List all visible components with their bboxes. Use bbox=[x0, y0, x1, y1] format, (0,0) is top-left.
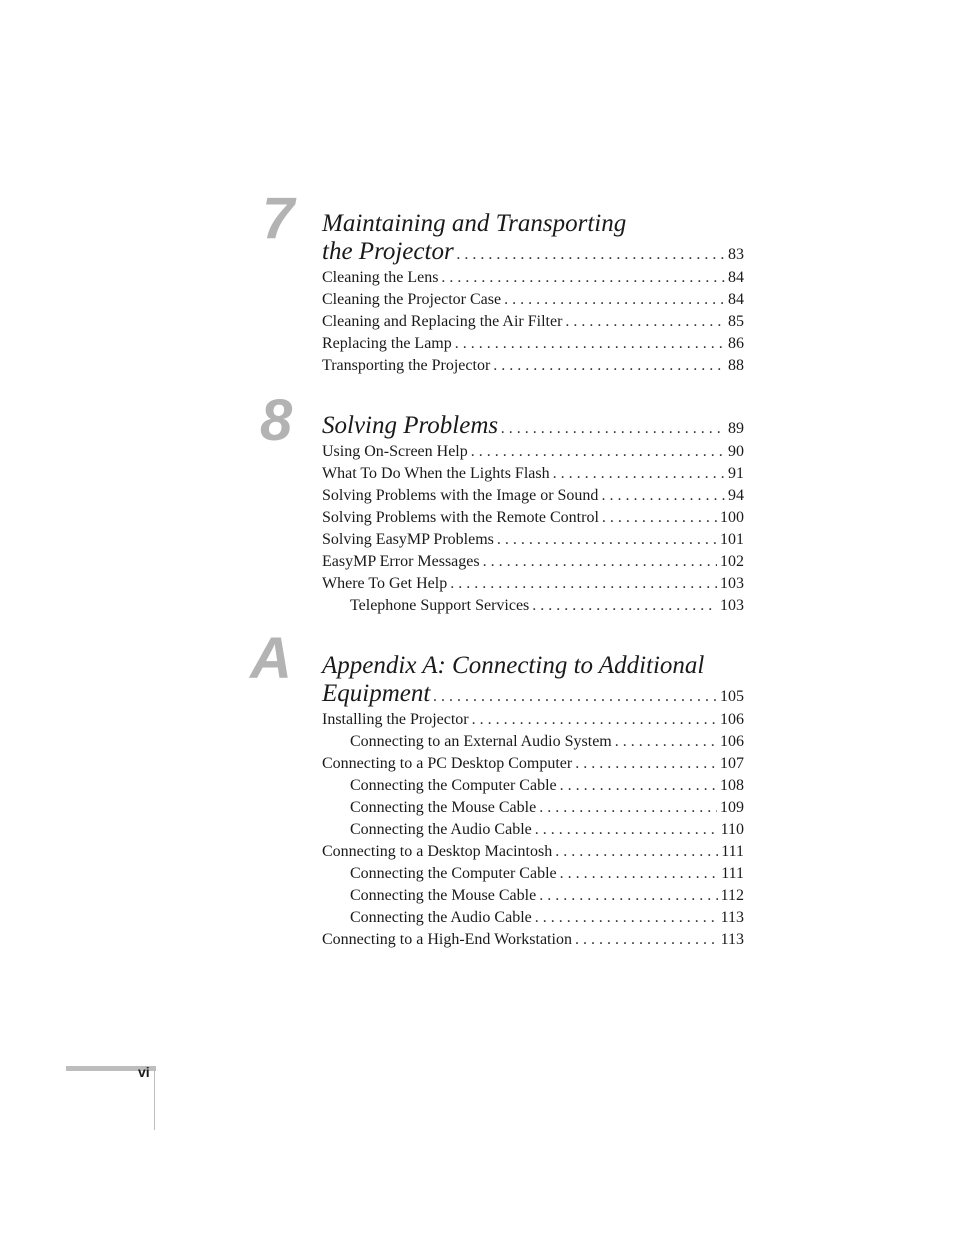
toc-entry[interactable] bbox=[322, 885, 744, 907]
leader-dots bbox=[602, 507, 717, 529]
toc-entry-title: Transporting the Projector bbox=[322, 357, 491, 374]
toc-entry-title: Connecting the Audio Cable bbox=[350, 821, 532, 838]
toc-entry-title: Using On-Screen Help bbox=[322, 443, 468, 460]
toc-entry[interactable] bbox=[322, 485, 744, 507]
toc-entry[interactable] bbox=[322, 753, 744, 775]
toc-entry[interactable] bbox=[322, 841, 744, 863]
toc-entry-page: 107 bbox=[720, 755, 744, 772]
chapter-title-line1: Appendix A: Connecting to Additional bbox=[322, 652, 705, 679]
toc-entry-title: EasyMP Error Messages bbox=[322, 553, 480, 570]
toc-entry[interactable] bbox=[322, 289, 744, 311]
leader-dots bbox=[539, 797, 717, 819]
toc-entry-title: Connecting the Computer Cable bbox=[350, 865, 557, 882]
leader-dots bbox=[493, 355, 725, 377]
toc-entry-page: 84 bbox=[728, 291, 744, 308]
toc-entry-title: Replacing the Lamp bbox=[322, 335, 452, 352]
leader-dots bbox=[560, 863, 719, 885]
leader-dots bbox=[575, 929, 718, 951]
toc-entry-title: Connecting to an External Audio System bbox=[350, 733, 612, 750]
chapter-page: 83 bbox=[728, 246, 744, 263]
toc-entry-title: Telephone Support Services bbox=[350, 597, 530, 614]
leader-dots bbox=[565, 311, 725, 333]
toc-entry-page: 88 bbox=[728, 357, 744, 374]
chapter-page: 89 bbox=[728, 420, 744, 437]
toc-entry-page: 109 bbox=[720, 799, 744, 816]
chapter-title-line2: the Projector bbox=[322, 238, 454, 265]
leader-dots bbox=[615, 731, 717, 753]
toc-entry-page: 91 bbox=[728, 465, 744, 482]
leader-dots bbox=[601, 485, 725, 507]
toc-entry-title: Connecting to a PC Desktop Computer bbox=[322, 755, 573, 772]
chapter-page: 105 bbox=[720, 688, 744, 705]
toc-entry[interactable] bbox=[322, 709, 744, 731]
toc-entry-title: Connecting the Audio Cable bbox=[350, 909, 532, 926]
folio-rule bbox=[154, 1066, 155, 1130]
leader-dots bbox=[535, 819, 718, 841]
toc-entry[interactable] bbox=[322, 463, 744, 485]
toc-entry-page: 111 bbox=[721, 865, 744, 882]
toc-entry[interactable] bbox=[322, 333, 744, 355]
toc-entry-page: 106 bbox=[720, 733, 744, 750]
toc-entry[interactable] bbox=[322, 573, 744, 595]
toc-entry[interactable] bbox=[322, 731, 744, 753]
toc-entry[interactable] bbox=[322, 529, 744, 551]
page-number: vi bbox=[138, 1064, 150, 1080]
chapter-title-line1: Solving Problems bbox=[322, 412, 499, 439]
leader-dots bbox=[450, 573, 717, 595]
leader-dots bbox=[457, 241, 725, 269]
leader-dots bbox=[501, 415, 725, 443]
toc-entry-title: Connecting to a High-End Workstation bbox=[322, 931, 572, 948]
toc-entry[interactable] bbox=[322, 355, 744, 377]
leader-dots bbox=[555, 841, 718, 863]
leader-dots bbox=[455, 333, 725, 355]
toc-entry-page: 84 bbox=[728, 269, 744, 286]
toc-entry-page: 90 bbox=[728, 443, 744, 460]
chapter-number: 7 bbox=[262, 186, 295, 251]
toc-entry[interactable] bbox=[322, 595, 744, 617]
toc-entry-title: Solving EasyMP Problems bbox=[322, 531, 494, 548]
leader-dots bbox=[532, 595, 717, 617]
toc-entry-title: Solving Problems with the Image or Sound bbox=[322, 487, 599, 504]
toc-entry[interactable] bbox=[322, 819, 744, 841]
toc-entry-page: 108 bbox=[720, 777, 744, 794]
chapter-number: 8 bbox=[260, 388, 293, 453]
toc-entries bbox=[322, 709, 744, 951]
toc-entries bbox=[322, 267, 744, 377]
toc-entry-title: Solving Problems with the Remote Control bbox=[322, 509, 599, 526]
toc-entry[interactable] bbox=[322, 929, 744, 951]
leader-dots bbox=[483, 551, 717, 573]
toc-entry-page: 85 bbox=[728, 313, 744, 330]
toc-entry[interactable] bbox=[322, 507, 744, 529]
toc-entry-page: 86 bbox=[728, 335, 744, 352]
leader-dots bbox=[539, 885, 717, 907]
toc-entry-title: Installing the Projector bbox=[322, 711, 469, 728]
toc-entry-page: 111 bbox=[721, 843, 744, 860]
leader-dots bbox=[472, 709, 717, 731]
leader-dots bbox=[553, 463, 725, 485]
toc-entry-title: Connecting the Mouse Cable bbox=[350, 887, 537, 904]
leader-dots bbox=[560, 775, 717, 797]
toc-entry-title: Cleaning and Replacing the Air Filter bbox=[322, 313, 563, 330]
toc-entry-page: 113 bbox=[720, 909, 744, 926]
toc-entry[interactable] bbox=[322, 311, 744, 333]
toc-entry-page: 103 bbox=[720, 575, 744, 592]
toc-entry-page: 100 bbox=[720, 509, 744, 526]
toc-entry-title: What To Do When the Lights Flash bbox=[322, 465, 550, 482]
chapter-title-line2: Equipment bbox=[322, 680, 431, 707]
toc-entry-title: Connecting the Computer Cable bbox=[350, 777, 557, 794]
toc-entry-page: 103 bbox=[720, 597, 744, 614]
toc-entry-page: 112 bbox=[720, 887, 744, 904]
toc-entry-page: 94 bbox=[728, 487, 744, 504]
toc-entry[interactable] bbox=[322, 863, 744, 885]
leader-dots bbox=[575, 753, 717, 775]
chapter-title[interactable] bbox=[322, 210, 744, 269]
toc-entry[interactable] bbox=[322, 441, 744, 463]
leader-dots bbox=[535, 907, 718, 929]
leader-dots bbox=[497, 529, 717, 551]
chapter-title[interactable] bbox=[322, 412, 744, 443]
chapter-title-line1: Maintaining and Transporting bbox=[322, 210, 627, 237]
toc-entry-title: Connecting to a Desktop Macintosh bbox=[322, 843, 553, 860]
leader-dots bbox=[433, 683, 717, 711]
toc-entry-page: 113 bbox=[720, 931, 744, 948]
toc-entry-page: 102 bbox=[720, 553, 744, 570]
toc-entry-page: 110 bbox=[720, 821, 744, 838]
toc-entry-title: Where To Get Help bbox=[322, 575, 448, 592]
toc-entry[interactable] bbox=[322, 907, 744, 929]
leader-dots bbox=[441, 267, 725, 289]
chapter-title[interactable] bbox=[322, 652, 744, 711]
chapter-number: A bbox=[250, 626, 292, 691]
toc-entry-title: Cleaning the Projector Case bbox=[322, 291, 502, 308]
toc-entries bbox=[322, 441, 744, 617]
toc-entry-page: 106 bbox=[720, 711, 744, 728]
toc-entry[interactable] bbox=[322, 267, 744, 289]
leader-dots bbox=[471, 441, 725, 463]
toc-entry-page: 101 bbox=[720, 531, 744, 548]
leader-dots bbox=[504, 289, 725, 311]
toc-entry[interactable] bbox=[322, 551, 744, 573]
toc-entry-title: Connecting the Mouse Cable bbox=[350, 799, 537, 816]
toc-entry-title: Cleaning the Lens bbox=[322, 269, 439, 286]
toc-entry[interactable] bbox=[322, 797, 744, 819]
toc-entry[interactable] bbox=[322, 775, 744, 797]
